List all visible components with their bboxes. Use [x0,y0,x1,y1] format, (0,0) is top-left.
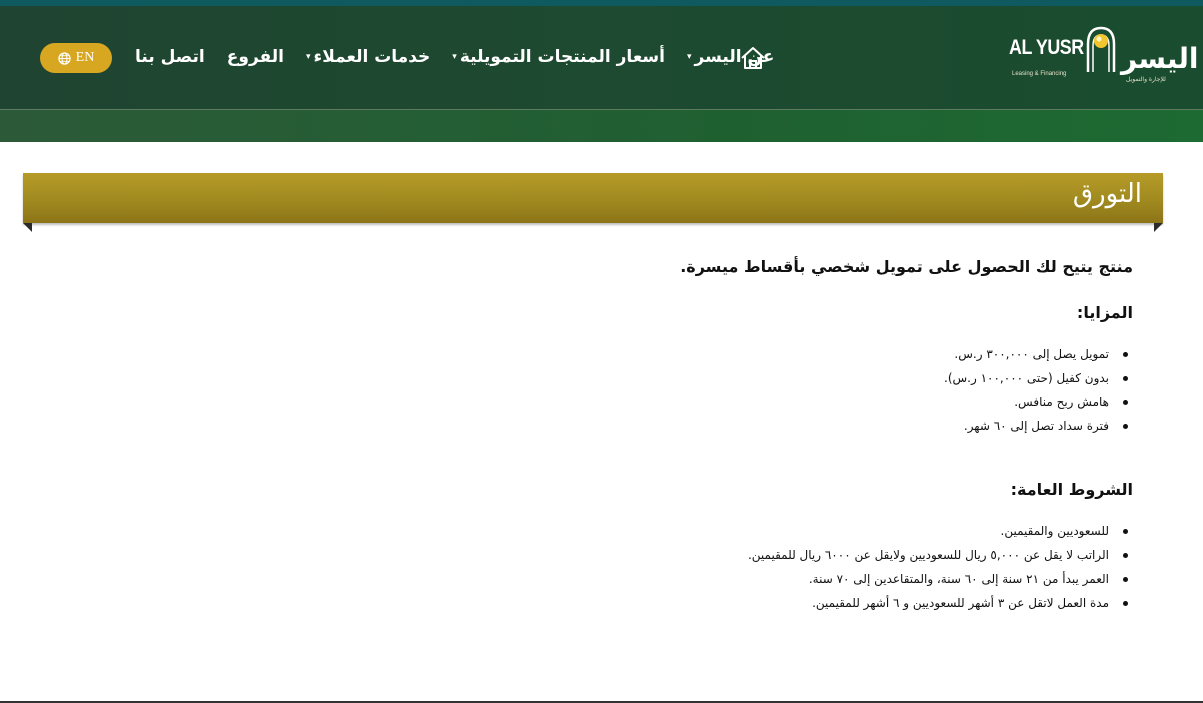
page-title: التورق [1072,179,1142,209]
list-item: للسعوديين والمقيمين. [233,519,1109,543]
nav-customer-services[interactable] [306,47,430,67]
nav-about[interactable] [687,47,774,67]
logo-emblem-icon [1084,24,1118,74]
logo-tagline-en: Leasing & Financing [1012,71,1067,77]
nav-customer-services-label: خدمات العملاء [313,47,431,67]
list-item: هامش ربح منافس. [233,390,1109,414]
nav-contact-label: اتصل بنا [135,47,205,67]
nav-contact[interactable] [135,47,205,67]
list-item: مدة العمل لاتقل عن ٣ أشهر للسعوديين و ٦ أشهر للمقيمين. [233,591,1109,615]
nav-product-prices-label: أسعار المنتجات التمويلية [459,47,665,67]
features-heading: المزايا: [1076,303,1133,322]
list-item: فترة سداد تصل إلى ٦٠ شهر. [233,414,1109,438]
nav-branches[interactable] [227,47,284,67]
list-item: تمويل يصل إلى ٣٠٠,٠٠٠ ر.س. [233,342,1109,366]
nav-branches-label: الفروع [226,47,284,67]
logo-tagline-ar: للإجارة والتمويل [1126,76,1166,83]
title-bar-fold-left [23,223,32,232]
chevron-down-icon: ▾ [452,52,457,62]
title-bar-fold-right [1154,223,1163,232]
logo-name-ar: اليسر [1121,42,1199,75]
terms-list [233,519,1133,615]
nav-product-prices[interactable] [452,47,665,67]
nav-about-label: عن اليسر [694,47,775,67]
features-list [233,342,1133,438]
product-intro: منتج يتيح لك الحصول على تمويل شخصي بأقساط ميسرة. [680,257,1133,276]
list-item: بدون كفيل (حتى ١٠٠,٠٠٠ ر.س). [233,366,1109,390]
terms-heading: الشروط العامة: [1010,480,1133,499]
page-title-bar [23,173,1163,223]
globe-icon [58,52,71,65]
main-nav [135,42,774,72]
chevron-down-icon: ▾ [305,52,311,62]
list-item: العمر يبدأ من ٢١ سنة إلى ٦٠ سنة، والمتقاعدين إلى ٧٠ سنة. [233,567,1109,591]
site-logo[interactable] [1009,22,1199,92]
chevron-down-icon: ▾ [686,52,692,62]
main-content [233,254,1133,615]
list-item: الراتب لا يقل عن ٥,٠٠٠ ريال للسعوديين ولايقل عن ٦٠٠٠ ريال للمقيمين. [233,543,1109,567]
logo-name-en: AL YUSR [1009,36,1084,59]
language-button[interactable] [40,43,112,73]
header-subband [0,110,1203,142]
language-button-label: EN [75,50,95,65]
